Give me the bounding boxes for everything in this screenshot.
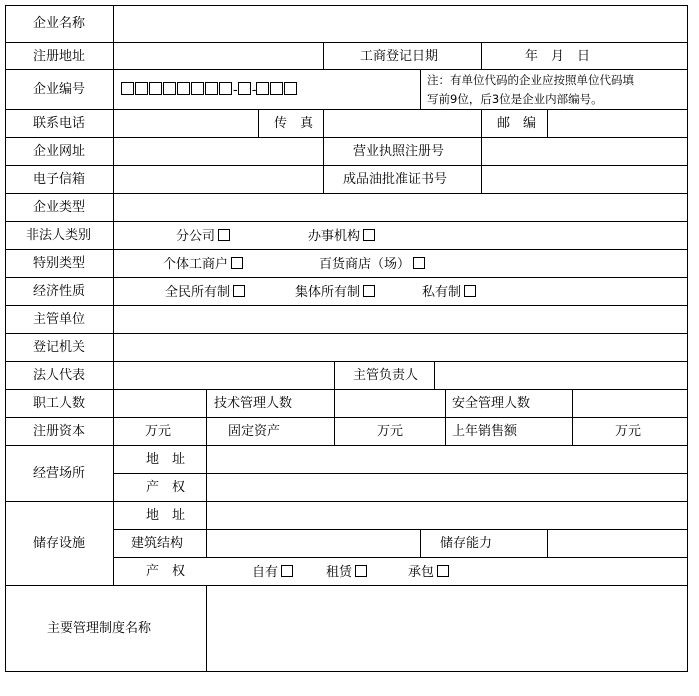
website-field[interactable] [115,139,322,164]
person-in-charge-field[interactable] [436,363,686,388]
private-option[interactable] [422,285,476,299]
individual-business-checkbox[interactable] [231,257,243,269]
email-label: 电子信箱 [33,172,86,187]
management-systems-label: 主要管理制度名称 [47,621,152,636]
last-year-sales-label: 上年销售额 [452,424,518,439]
fax-field[interactable] [325,111,480,136]
last-year-sales-unit[interactable]: 万元 [615,424,642,439]
economic-nature-label: 经济性质 [33,284,86,299]
storage-property-label: 产 权 [146,564,186,579]
department-store-checkbox[interactable] [413,257,425,269]
registered-address-field[interactable] [115,44,322,68]
code-digit-box[interactable] [135,82,148,95]
collective-option[interactable] [295,285,375,299]
safety-staff-label: 安全管理人数 [452,396,531,411]
own-option[interactable] [252,565,293,579]
branch-checkbox[interactable] [218,229,230,241]
contract-checkbox[interactable] [437,565,449,577]
contract-label: 承包 [408,565,435,580]
non-legal-category-label: 非法人类别 [26,228,92,243]
private-checkbox[interactable] [464,285,476,297]
branch-option[interactable] [176,229,230,243]
special-type-label: 特别类型 [33,256,86,271]
management-systems-field[interactable] [208,587,686,671]
code-digit-box[interactable] [121,82,134,95]
own-label: 自有 [252,565,279,580]
enterprise-name-label: 企业名称 [33,16,86,31]
code-digit-box[interactable] [219,82,232,95]
fixed-assets-label: 固定资产 [228,424,281,439]
individual-business-label: 个体工商户 [163,257,229,272]
enterprise-type-field[interactable] [115,195,686,220]
registration-date-field[interactable]: 年 月 日 [525,49,591,64]
postcode-label: 邮 编 [497,116,537,131]
code-separator: - [233,83,238,98]
code-digit-box[interactable] [177,82,190,95]
state-owned-option[interactable] [165,285,245,299]
oil-approval-label: 成品油批准证书号 [343,172,448,187]
code-digit-box[interactable] [256,82,269,95]
employee-count-label: 职工人数 [33,396,86,411]
tech-staff-field[interactable] [336,391,444,416]
private-label: 私有制 [422,285,462,300]
storage-capacity-field[interactable] [549,531,686,556]
own-checkbox[interactable] [281,565,293,577]
code-note [427,71,685,109]
fixed-assets-unit[interactable]: 万元 [377,424,404,439]
contract-option[interactable] [408,565,449,579]
oil-approval-field[interactable] [483,167,686,192]
legal-representative-field[interactable] [115,363,333,388]
building-structure-label: 建筑结构 [131,536,184,551]
code-digit-box[interactable] [284,82,297,95]
building-structure-field[interactable] [208,531,419,556]
collective-label: 集体所有制 [295,285,361,300]
registration-authority-field[interactable] [115,335,686,360]
registration-date-label: 工商登记日期 [360,49,439,64]
state-owned-checkbox[interactable] [233,285,245,297]
storage-address-field[interactable] [208,503,686,528]
registered-capital-unit[interactable]: 万元 [145,424,172,439]
individual-business-option[interactable] [163,257,243,271]
department-store-label: 百货商店（场） [319,257,411,272]
registration-authority-label: 登记机关 [33,340,86,355]
phone-field[interactable] [115,111,257,136]
tech-staff-label: 技术管理人数 [214,396,293,411]
premises-address-label: 地 址 [146,452,186,467]
collective-checkbox[interactable] [363,285,375,297]
code-digit-box[interactable] [163,82,176,95]
enterprise-code-label: 企业编号 [33,82,86,97]
office-option-label: 办事机构 [308,229,361,244]
code-digit-box[interactable] [205,82,218,95]
code-note-line1: 注：有单位代码的企业应按照单位代码填 [427,73,634,87]
code-digit-box[interactable] [191,82,204,95]
lease-checkbox[interactable] [355,565,367,577]
code-note-line2: 写前9位，后3位是企业内部编号。 [427,92,603,106]
enterprise-type-label: 企业类型 [33,200,86,215]
lease-option[interactable] [326,565,367,579]
legal-representative-label: 法人代表 [33,368,86,383]
storage-address-label: 地 址 [146,508,186,523]
person-in-charge-label: 主管负责人 [353,368,419,383]
safety-staff-field[interactable] [574,391,686,416]
code-digit-box[interactable] [238,82,251,95]
business-license-field[interactable] [483,139,686,164]
office-option[interactable] [308,229,375,243]
phone-label: 联系电话 [33,116,86,131]
enterprise-name-field[interactable] [115,7,686,41]
code-digit-box[interactable] [149,82,162,95]
supervising-unit-field[interactable] [115,307,686,332]
business-premises-label: 经营场所 [33,466,86,481]
email-field[interactable] [115,167,322,192]
postcode-field[interactable] [549,111,686,136]
lease-label: 租赁 [326,565,353,580]
code-separator: - [251,83,257,98]
employee-count-field[interactable] [115,391,205,416]
registered-capital-label: 注册资本 [33,424,86,439]
premises-address-field[interactable] [208,447,686,472]
department-store-option[interactable] [319,257,425,271]
business-license-label: 营业执照注册号 [353,144,445,159]
code-digit-box[interactable] [270,82,283,95]
supervising-unit-label: 主管单位 [33,312,86,327]
premises-property-label: 产 权 [146,480,186,495]
state-owned-label: 全民所有制 [165,285,231,300]
storage-facilities-label: 储存设施 [33,536,86,551]
office-checkbox[interactable] [363,229,375,241]
registered-address-label: 注册地址 [33,49,86,64]
storage-capacity-label: 储存能力 [440,536,493,551]
branch-option-label: 分公司 [176,229,216,244]
premises-property-field[interactable] [208,475,686,500]
enterprise-code-field[interactable] [121,82,298,97]
website-label: 企业网址 [33,144,86,159]
fax-label: 传 真 [274,116,314,131]
